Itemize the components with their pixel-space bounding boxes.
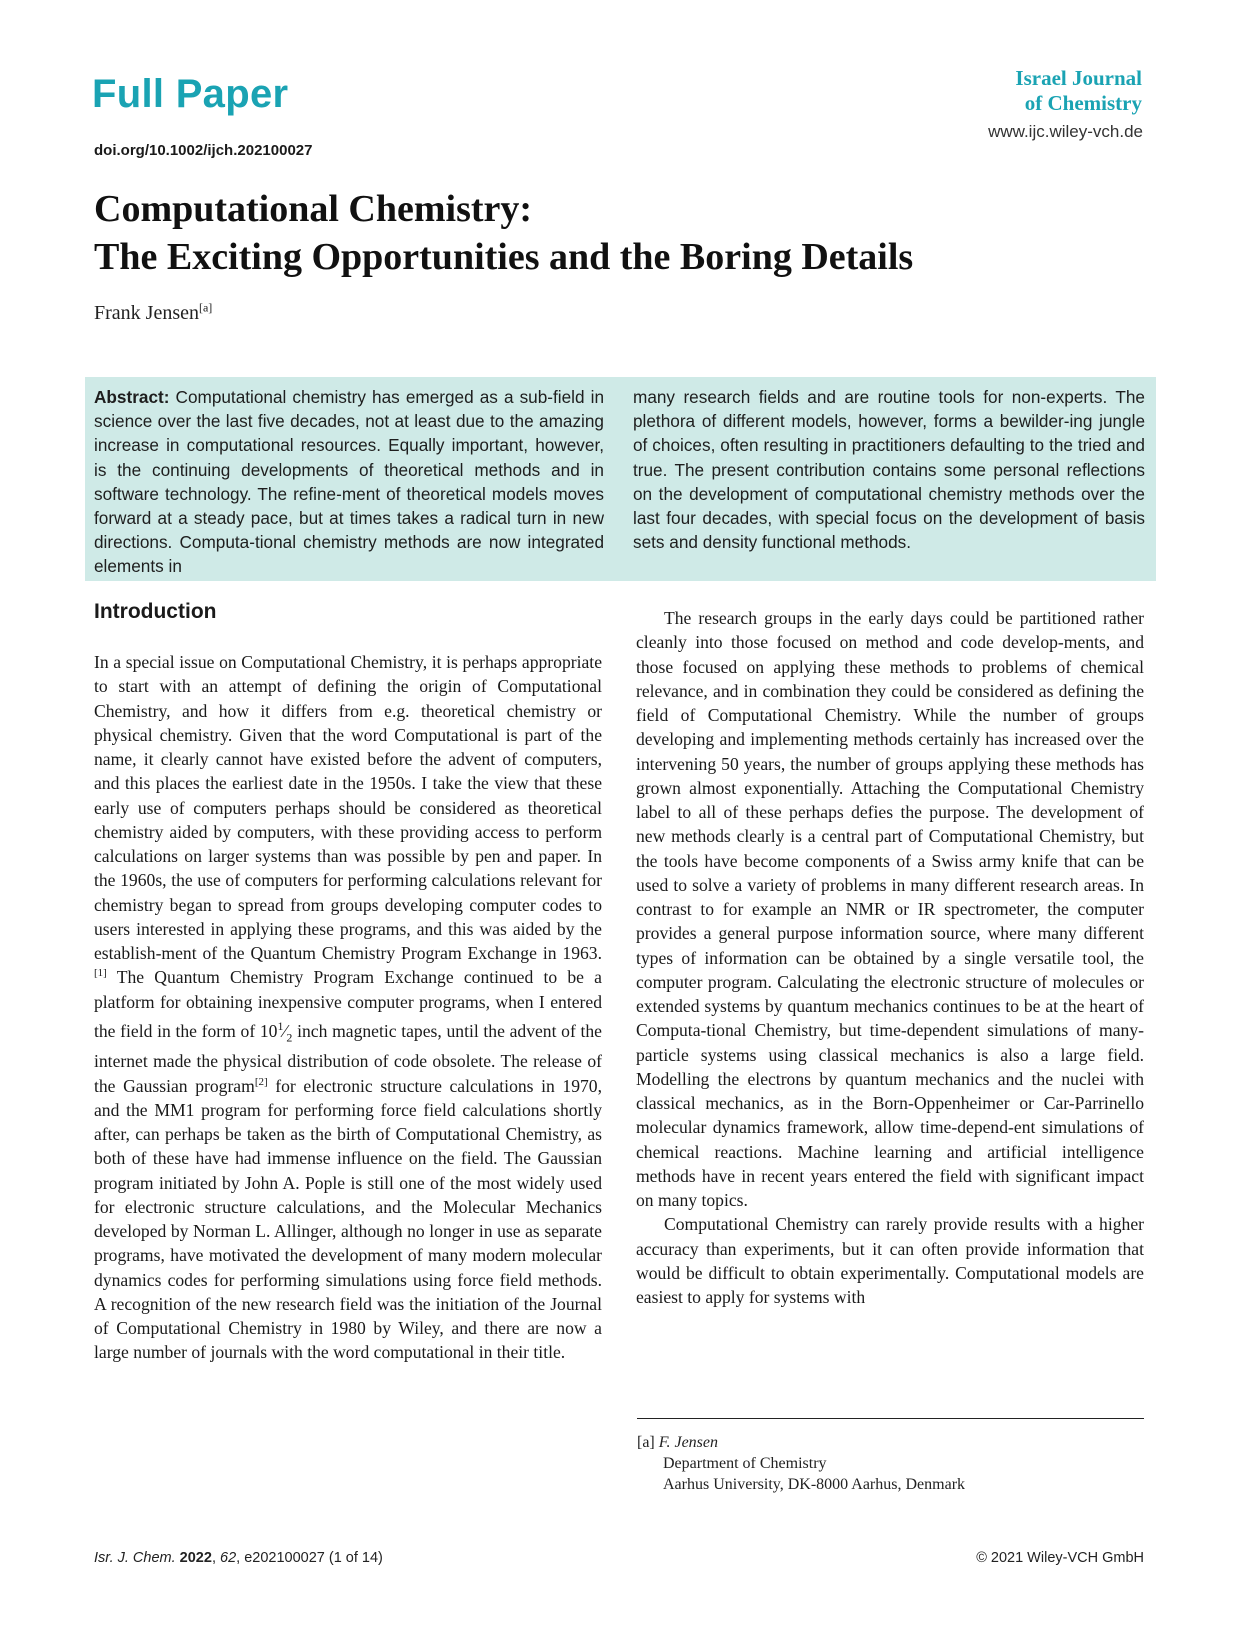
doi-link[interactable]: doi.org/10.1002/ijch.202100027 — [94, 142, 313, 159]
intro-text-4: for electronic structure calculations in 1970, and the MM1 program for performing force field calculations shortly after, can perhaps be taken as the birth of Computational Chemistry, as both of these have had immense influence on the field. The Gaussian program initiated by John A. Pople is still one of the most widely used for electronic structure calculations, and the Molecular Mechanics developed by Norman L. Allinger, although no longer in use as separate programs, have motivated the development of many modern molecular dynamics codes for performing simulations using force field methods. A recognition of the new research field was the initiation of the Journal of Computational Chemistry in 1980 by Wiley, and there are now a large number of journals with the word computational in their title. — [94, 1075, 602, 1363]
author-name: Frank Jensen — [94, 302, 199, 324]
intro-text-2: The Quantum Chemistry Program Exchange continued to be a platform for obtaining inexpensive computer programs, when I entered the field in the form of 10 — [94, 967, 602, 1041]
footer-volume: 62 — [220, 1550, 237, 1566]
fraction-denominator: 2 — [286, 1030, 293, 1045]
affiliation-name: F. Jensen — [658, 1434, 719, 1451]
abstract-box — [85, 377, 1156, 581]
affiliation-mark: [a] — [637, 1434, 655, 1451]
abstract-text-left: Computational chemistry has emerged as a sub-field in science over the last five decades, not at least due to the amazing increase in computational resources. Equally important, however, is the continuing developments of theoretical methods and in software technology. The refine-ment of theoretical models moves forward at a steady pace, but at times takes a radical turn in new directions. Computa-tional chemistry methods are now integrated elements in — [94, 387, 604, 577]
intro-text-1: In a special issue on Computational Chemistry, it is perhaps appropriate to start with an attempt of defining the origin of Computational Chemistry, and how it differs from e.g. theoretical chemistry or physical chemistry. Given that the word Computational is part of the name, it clearly cannot have existed before the advent of computers, and this places the earliest date in the 1950s. I take the view that these early use of computers perhaps should be considered as theoretical chemistry aided by computers, with these providing access to perform calculations on larger systems than was possible by pen and paper. In the 1960s, the use of computers for performing calculations relevant for chemistry began to spread from groups developing computer codes to users interested in applying these programs, and this was aided by the establish-ment of the Quantum Chemistry Program Exchange in 1963. — [94, 652, 602, 963]
intro-text-3: inch magnetic tapes, until the advent of the internet made the physical distribution of code obsolete. The release of the Gaussian program — [94, 1020, 602, 1096]
title-line-2: The Exciting Opportunities and the Boring Details — [94, 236, 914, 278]
journal-logo — [1000, 66, 1142, 116]
footer-article-pages: e202100027 (1 of 14) — [244, 1550, 383, 1566]
footer-year: 2022 — [179, 1550, 212, 1566]
article-title — [94, 185, 1144, 281]
title-line-1: Computational Chemistry: — [94, 188, 533, 230]
author-affiliation-mark[interactable]: [a] — [198, 300, 213, 315]
intro-right-column — [636, 606, 1144, 1309]
footnote-divider — [637, 1418, 1144, 1419]
affiliation-department: Department of Chemistry — [663, 1455, 827, 1472]
footer-journal-abbrev: Isr. J. Chem. — [94, 1550, 176, 1566]
affiliation-name-line — [637, 1432, 1157, 1453]
journal-logo-line1: Israel Journal — [1015, 66, 1142, 90]
footer-copyright: © 2021 Wiley-VCH GmbH — [976, 1550, 1144, 1566]
abstract-label: Abstract: — [94, 387, 170, 407]
section-label: Full Paper — [92, 72, 289, 116]
fraction-slash: ⁄ — [283, 1020, 287, 1041]
intro-left-column — [94, 650, 602, 1365]
reference-citation-2[interactable]: [2] — [254, 1075, 268, 1088]
abstract-left-column — [94, 385, 604, 579]
footer-citation: Isr. J. Chem. 2022, 62, e202100027 (1 of 14) — [94, 1550, 383, 1566]
author-line — [94, 302, 212, 325]
intro-paragraph-1 — [94, 650, 602, 1365]
section-heading-introduction: Introduction — [94, 600, 217, 623]
fraction-numerator: 1 — [277, 1018, 284, 1033]
affiliation-institution: Aarhus University, DK-8000 Aarhus, Denmark — [663, 1476, 966, 1493]
intro-paragraph-3: Computational Chemistry can rarely provide results with a higher accuracy than experiments, but it can often provide information that would be difficult to obtain experimentally. Computational models are easiest to apply for systems with — [636, 1214, 1144, 1307]
abstract-right-column: many research fields and are routine tools for non-experts. The plethora of different models, however, forms a bewilder-ing jungle of choices, often resulting in practitioners defaulting to the tried and true. The present contribution contains some personal reflections on the development of computational chemistry methods over the last four decades, with special focus on the development of basis sets and density functional methods. — [633, 387, 1145, 553]
affiliation-footnote — [637, 1432, 1157, 1495]
intro-paragraph-2: The research groups in the early days could be partitioned rather cleanly into those focused on method and code develop-ments, and those focused on applying these methods to problems of chemical relevance, and in combination they could be considered as defining the field of Computational Chemistry. While the number of groups developing and implementing methods certainly has increased over the intervening 50 years, the number of groups applying these methods has grown almost exponentially. Attaching the Computational Chemistry label to all of these perhaps defies the purpose. The development of new methods clearly is a central part of Computational Chemistry, but the tools have become components of a Swiss army knife that can be used to solve a variety of problems in many different research areas. In contrast to for example an NMR or IR spectrometer, the computer provides a general purpose information source, where many different types of information can be obtained by a single versatile tool, the computer program. Calculating the electronic structure of molecules or extended systems by quantum mechanics continues to be at the heart of Computa-tional Chemistry, but time-dependent simulations of many-particle systems using classical mechanics is also a large field. Modelling the electrons by quantum mechanics and the nuclei with classical mechanics, as in the Born-Oppenheimer or Car-Parrinello molecular dynamics framework, allow time-depend-ent simulations of chemical reactions. Machine learning and artificial intelligence methods have in recent years entered the field with significant impact on many topics. — [636, 608, 1144, 1210]
reference-citation-1[interactable]: [1] — [94, 967, 107, 980]
journal-logo-line2: of Chemistry — [1024, 91, 1142, 115]
journal-url[interactable]: www.ijc.wiley-vch.de — [988, 122, 1143, 141]
